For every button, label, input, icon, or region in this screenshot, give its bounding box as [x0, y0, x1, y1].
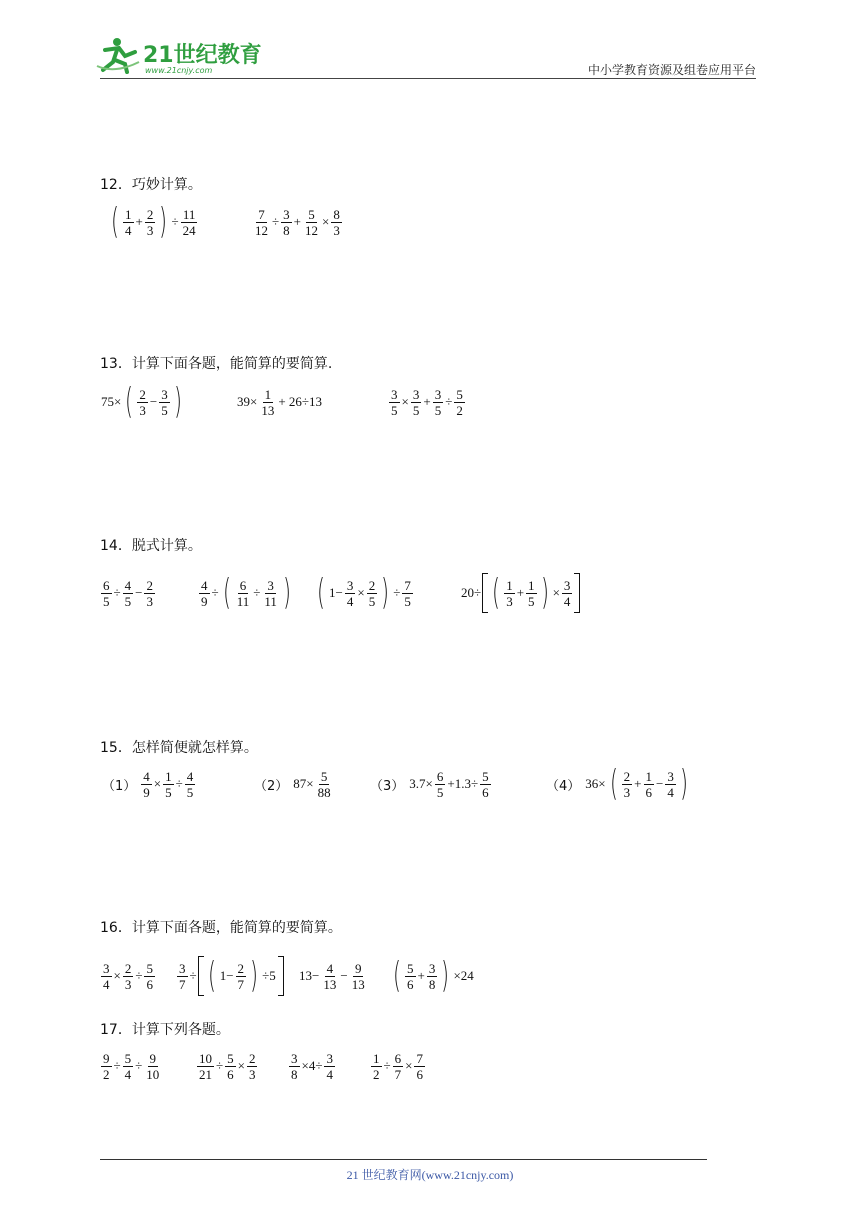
right-paren: ) [159, 201, 168, 242]
fraction-numerator: 1 [165, 768, 172, 784]
fraction-numerator: 7 [258, 206, 265, 222]
sub-item-label: （3） [370, 778, 405, 794]
fraction-numerator: 5 [146, 960, 153, 976]
fraction-numerator: 3 [161, 386, 168, 402]
right-paren: ) [173, 381, 182, 422]
fraction-denominator: 3 [506, 593, 513, 609]
fraction [144, 1051, 161, 1082]
operator-text: + 26÷13 [278, 394, 323, 409]
fraction-numerator: 2 [623, 768, 631, 784]
right-paren: ) [250, 955, 258, 996]
operator-text: × [552, 585, 560, 600]
operator-text: × [405, 1058, 413, 1073]
fraction-numerator: 1 [125, 206, 132, 222]
fraction [101, 961, 112, 992]
fraction-denominator: 12 [255, 222, 268, 238]
fraction-numerator: 7 [416, 1050, 423, 1066]
fraction-denominator: 5 [161, 402, 168, 418]
fraction [433, 387, 444, 418]
fraction-numerator: 3 [667, 768, 674, 784]
left-paren: ( [492, 572, 501, 613]
left-paren: ( [317, 572, 325, 613]
left-paren: ( [125, 381, 134, 422]
left-paren: ( [609, 763, 618, 804]
fraction [371, 1051, 382, 1082]
fraction [123, 578, 134, 609]
operator-text: + [516, 585, 525, 600]
operator-text: +1.3÷ [447, 776, 479, 791]
fraction [393, 1051, 404, 1082]
fraction-denominator: 12 [304, 222, 318, 238]
fraction [345, 578, 356, 609]
fraction-denominator: 8 [428, 976, 436, 992]
right-paren: ) [283, 572, 291, 613]
fraction-numerator: 6 [239, 577, 247, 593]
fraction [454, 387, 465, 418]
left-paren: ( [393, 955, 401, 996]
right-bracket [574, 573, 580, 613]
fraction [235, 578, 252, 609]
fraction-numerator: 2 [124, 960, 132, 976]
fraction [247, 1051, 258, 1082]
operator-text: ÷ [113, 1058, 121, 1073]
fraction-numerator: 9 [103, 1050, 110, 1066]
fraction-denominator: 8 [283, 222, 290, 238]
fraction [504, 578, 515, 609]
fraction [303, 207, 320, 238]
math-expression [370, 764, 492, 804]
fraction [163, 769, 174, 800]
fraction [123, 961, 134, 992]
fraction-numerator: 2 [146, 206, 154, 222]
fraction [389, 387, 400, 418]
fraction-denominator: 7 [237, 976, 245, 992]
operator-text: 39× [237, 394, 258, 409]
fraction-denominator: 8 [291, 1066, 298, 1082]
fraction-denominator: 10 [146, 1066, 160, 1082]
fraction-denominator: 7 [394, 1066, 402, 1082]
operator-text: ÷ [113, 585, 121, 600]
operator-text: + [423, 394, 431, 409]
operator-text: ÷ [272, 214, 280, 229]
operator-text: − [656, 776, 664, 791]
fraction [101, 578, 112, 609]
fraction [281, 207, 292, 238]
operator-text: ÷ [135, 1058, 143, 1073]
fraction-denominator: 6 [146, 976, 153, 992]
fraction-denominator: 2 [373, 1066, 380, 1082]
fraction-denominator: 4 [125, 222, 132, 238]
operator-text: ÷ [393, 585, 401, 600]
fraction-denominator: 5 [165, 784, 172, 800]
right-paren: ) [381, 572, 390, 613]
operator-text: + [293, 214, 301, 229]
math-expression [236, 382, 323, 422]
fraction [145, 207, 156, 238]
fraction-denominator: 5 [186, 784, 194, 800]
operator-text: ÷ [175, 776, 183, 791]
right-paren: ) [441, 955, 450, 996]
operator-text: + [417, 968, 425, 983]
fraction-numerator: 5 [456, 386, 463, 402]
operator-text: 20÷ [461, 585, 482, 600]
question-title: 16．计算下面各题，能简算的要简算。 [100, 920, 342, 936]
fraction [316, 769, 333, 800]
left-bracket [198, 956, 204, 996]
operator-text: × [113, 968, 121, 983]
left-bracket [482, 573, 488, 613]
fraction-numerator: 5 [308, 206, 315, 222]
fraction-denominator: 6 [645, 784, 653, 800]
fraction-numerator: 3 [434, 386, 442, 402]
fraction-numerator: 3 [267, 577, 274, 593]
left-paren: ( [111, 201, 119, 242]
math-expression [314, 573, 414, 613]
fraction-denominator: 4 [563, 593, 571, 609]
fraction [253, 207, 270, 238]
fraction-denominator: 24 [182, 222, 196, 238]
fraction-denominator: 5 [436, 784, 444, 800]
fraction-numerator: 2 [237, 960, 245, 976]
fraction-denominator: 2 [103, 1066, 110, 1082]
operator-text: ×4÷ [301, 1058, 323, 1073]
operator-text: 87× [293, 776, 314, 791]
fraction-denominator: 5 [434, 402, 442, 418]
math-expression [388, 382, 466, 422]
fraction-denominator: 4 [103, 976, 110, 992]
fraction-denominator: 2 [456, 402, 463, 418]
math-expression [102, 764, 196, 804]
fraction [622, 769, 633, 800]
svg-text:21世纪教育: 21世纪教育 [143, 43, 262, 68]
math-expression [100, 382, 185, 422]
fraction-numerator: 1 [373, 1050, 380, 1066]
fraction-numerator: 5 [320, 768, 328, 784]
fraction-numerator: 6 [394, 1050, 402, 1066]
header-divider [100, 78, 756, 79]
operator-text: 3.7× [409, 776, 433, 791]
fraction-numerator: 4 [143, 768, 150, 784]
fraction-denominator: 3 [146, 593, 153, 609]
operator-text: 75× [101, 394, 122, 409]
operator-text: × [357, 585, 365, 600]
header-platform-text: 中小学教育资源及组卷应用平台 [587, 63, 756, 77]
right-paren: ) [680, 763, 688, 804]
footer-divider [100, 1159, 707, 1160]
fraction-numerator: 10 [199, 1050, 212, 1066]
runner-logo-icon [95, 36, 265, 76]
fraction-denominator: 13 [323, 976, 337, 992]
math-expression [370, 1046, 426, 1086]
fraction-numerator: 5 [227, 1050, 234, 1066]
fraction-denominator: 3 [248, 1066, 256, 1082]
fraction-numerator: 3 [103, 960, 110, 976]
math-expression [288, 1046, 336, 1086]
fraction-numerator: 3 [412, 386, 420, 402]
fraction-numerator: 2 [146, 577, 153, 593]
operator-text: + [135, 214, 143, 229]
fraction-denominator: 4 [667, 784, 674, 800]
fraction-numerator: 1 [645, 768, 653, 784]
fraction-denominator: 9 [201, 593, 208, 609]
fraction [144, 961, 155, 992]
fraction-numerator: 3 [283, 206, 290, 222]
fraction [321, 961, 338, 992]
fraction-denominator: 3 [124, 976, 132, 992]
operator-text: ÷ [253, 585, 261, 600]
fraction-denominator: 7 [179, 976, 186, 992]
fraction [159, 387, 170, 418]
fraction-numerator: 4 [326, 960, 334, 976]
question-title: 12．巧妙计算。 [100, 177, 202, 193]
fraction [141, 769, 152, 800]
sub-item-label: （2） [254, 778, 289, 794]
operator-text: ÷ [445, 394, 453, 409]
math-expression [100, 956, 156, 996]
fraction-numerator: 2 [368, 577, 376, 593]
operator-text: 13− [299, 968, 320, 983]
fraction-denominator: 5 [124, 593, 132, 609]
operator-text: 1− [219, 968, 234, 983]
fraction [123, 1051, 134, 1082]
operator-text: ÷ [135, 968, 143, 983]
math-expression [100, 1046, 162, 1086]
fraction [526, 578, 537, 609]
sub-item-label: （4） [546, 778, 581, 794]
fraction [402, 578, 413, 609]
site-logo [95, 36, 265, 76]
fraction [137, 387, 148, 418]
fraction [123, 207, 134, 238]
fraction-denominator: 13 [351, 976, 365, 992]
fraction [480, 769, 491, 800]
math-expression [460, 573, 580, 613]
math-expression [298, 956, 368, 996]
fraction-numerator: 5 [124, 1050, 132, 1066]
fraction-numerator: 4 [124, 577, 132, 593]
math-expression [100, 573, 156, 613]
fraction-numerator: 3 [391, 386, 398, 402]
fraction-denominator: 4 [124, 1066, 132, 1082]
fraction-numerator: 7 [404, 577, 411, 593]
fraction-numerator: 3 [326, 1050, 333, 1066]
fraction-denominator: 6 [416, 1066, 423, 1082]
fraction [331, 207, 342, 238]
footer-text: 21 世纪教育网(www.21cnjy.com) [346, 1168, 514, 1182]
operator-text: × [153, 776, 162, 791]
fraction-denominator: 5 [528, 593, 535, 609]
fraction-numerator: 2 [139, 386, 146, 402]
fraction-numerator: 3 [346, 577, 354, 593]
fraction [324, 1051, 335, 1082]
fraction-numerator: 8 [333, 206, 340, 222]
question-title: 14．脱式计算。 [100, 538, 202, 554]
math-expression [252, 202, 343, 242]
operator-text: + [634, 776, 642, 791]
fraction-denominator: 5 [368, 593, 376, 609]
fraction-denominator: 3 [623, 784, 631, 800]
operator-text: − [340, 968, 348, 983]
math-expression [108, 202, 199, 242]
fraction-numerator: 1 [506, 577, 513, 593]
fraction [197, 1051, 214, 1082]
fraction [289, 1051, 300, 1082]
math-expression [254, 764, 334, 804]
fraction-denominator: 4 [326, 1066, 333, 1082]
fraction-denominator: 6 [227, 1066, 234, 1082]
fraction-denominator: 13 [261, 402, 275, 418]
fraction-numerator: 5 [482, 768, 489, 784]
operator-text: ÷ [189, 968, 197, 983]
fraction [259, 387, 276, 418]
svg-text:www.21cnjy.com: www.21cnjy.com [145, 66, 213, 75]
fraction [225, 1051, 236, 1082]
left-paren: ( [207, 955, 216, 996]
fraction [644, 769, 655, 800]
fraction [665, 769, 676, 800]
fraction-denominator: 3 [146, 222, 154, 238]
operator-text: 36× [585, 776, 606, 791]
fraction-denominator: 11 [236, 593, 250, 609]
fraction-numerator: 4 [186, 768, 194, 784]
fraction-denominator: 5 [412, 402, 420, 418]
fraction [411, 387, 422, 418]
fraction-numerator: 3 [563, 577, 571, 593]
fraction-numerator: 6 [436, 768, 444, 784]
operator-text: × [401, 394, 409, 409]
fraction-denominator: 3 [333, 222, 340, 238]
fraction-numerator: 3 [428, 960, 436, 976]
left-paren: ( [222, 572, 231, 613]
fraction-numerator: 5 [407, 960, 414, 976]
fraction-denominator: 3 [139, 402, 146, 418]
fraction [144, 578, 155, 609]
fraction [367, 578, 378, 609]
operator-text: × [237, 1058, 245, 1073]
fraction-denominator: 6 [407, 976, 414, 992]
fraction-numerator: 3 [179, 960, 186, 976]
fraction [185, 769, 196, 800]
fraction-denominator: 5 [404, 593, 411, 609]
operator-text: ×24 [453, 968, 474, 983]
question-title: 13．计算下面各题，能简算的要简算. [100, 356, 333, 372]
fraction [181, 207, 198, 238]
sub-item-label: （1） [102, 778, 137, 794]
fraction [427, 961, 438, 992]
fraction-numerator: 1 [528, 577, 535, 593]
right-paren: ) [540, 572, 549, 613]
math-expression [390, 956, 475, 996]
fraction-numerator: 2 [248, 1050, 256, 1066]
fraction [405, 961, 416, 992]
operator-text: ÷ [171, 214, 179, 229]
fraction [177, 961, 188, 992]
fraction-denominator: 6 [482, 784, 489, 800]
fraction-numerator: 9 [149, 1050, 157, 1066]
fraction [199, 578, 210, 609]
operator-text: − [135, 585, 143, 600]
fraction-denominator: 21 [199, 1066, 212, 1082]
operator-text: 1− [329, 585, 343, 600]
fraction-denominator: 5 [103, 593, 110, 609]
fraction-numerator: 3 [291, 1050, 298, 1066]
operator-text: ÷ [383, 1058, 391, 1073]
fraction-numerator: 6 [103, 577, 110, 593]
fraction-numerator: 4 [201, 577, 208, 593]
fraction-denominator: 11 [264, 593, 277, 609]
operator-text: ÷5 [262, 968, 276, 983]
fraction-numerator: 11 [182, 206, 196, 222]
right-bracket [278, 956, 284, 996]
operator-text: ÷ [216, 1058, 224, 1073]
operator-text: − [149, 394, 158, 409]
fraction-denominator: 88 [317, 784, 331, 800]
fraction [414, 1051, 425, 1082]
operator-text: ÷ [211, 585, 219, 600]
math-expression [176, 956, 284, 996]
operator-text: × [321, 214, 330, 229]
fraction [101, 1051, 112, 1082]
question-title: 17．计算下列各题。 [100, 1022, 230, 1038]
fraction [262, 578, 279, 609]
math-expression [198, 573, 294, 613]
fraction-denominator: 9 [143, 784, 150, 800]
fraction-numerator: 9 [354, 960, 362, 976]
fraction [562, 578, 573, 609]
fraction-denominator: 4 [346, 593, 354, 609]
fraction [350, 961, 367, 992]
math-expression [196, 1046, 258, 1086]
math-expression [546, 764, 691, 804]
fraction [435, 769, 446, 800]
question-title: 15．怎样简便就怎样算。 [100, 740, 258, 756]
fraction-numerator: 1 [264, 386, 272, 402]
fraction-denominator: 5 [391, 402, 398, 418]
fraction [236, 961, 247, 992]
